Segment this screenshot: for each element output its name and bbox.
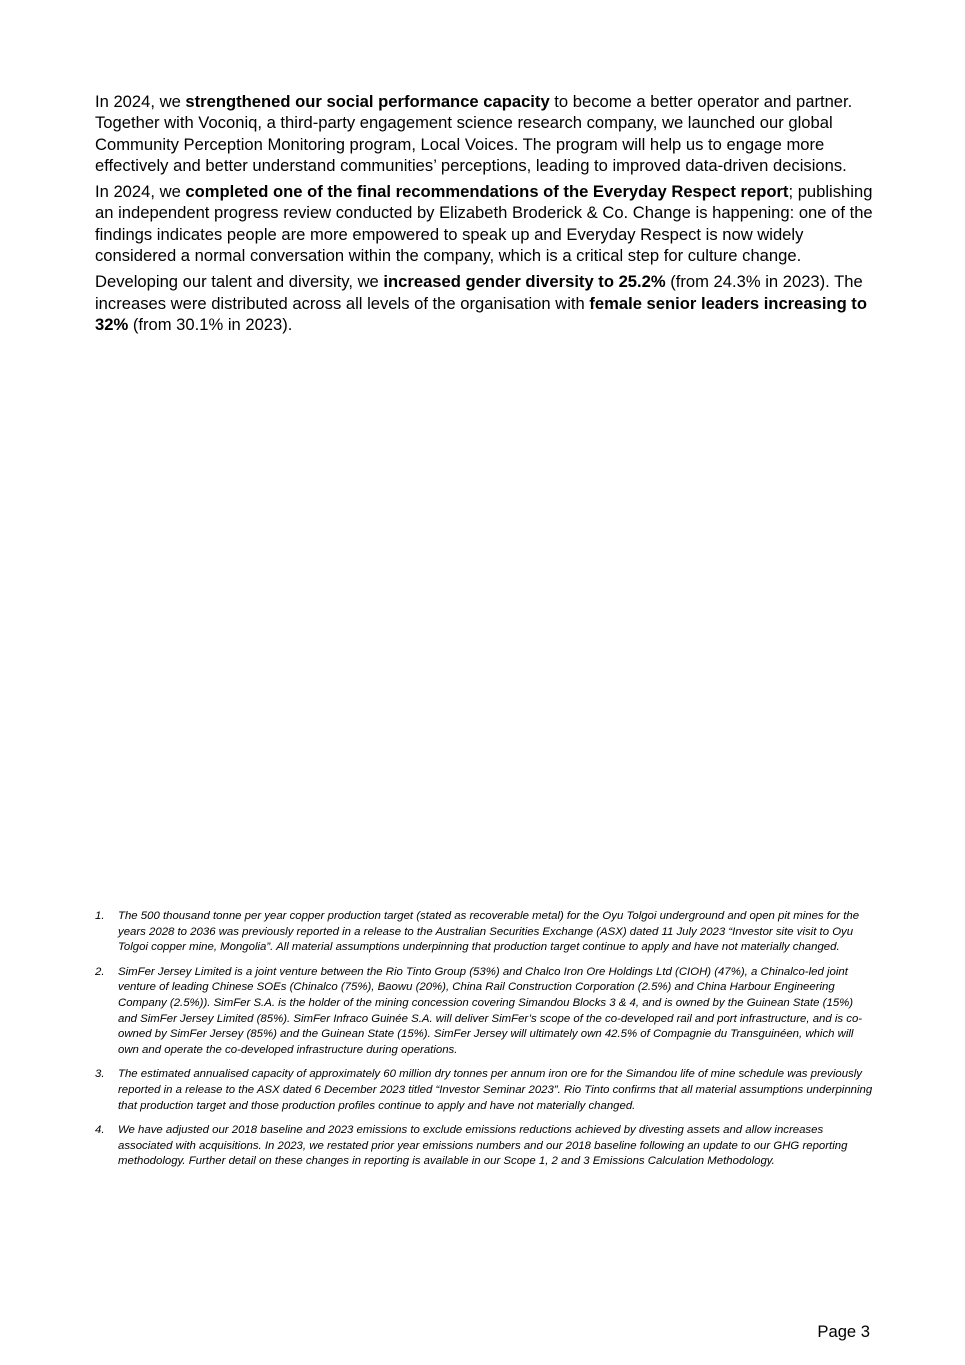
bold-phrase: female senior leaders increasing to 32% — [95, 293, 867, 334]
footnote-text: We have adjusted our 2018 baseline and 2023 emissions to exclude emissions reductions achieved by divesting assets and allow increases associated with acquisitions. In 2023, we restated prior year emissions numbers and our 2018 baseline following an update to our GHG reporting methodology. Further detail on these changes in reporting is available in our Scope 1, 2 and 3 Emissions Calculation Methodology. — [118, 1124, 848, 1168]
footnote-text: The 500 thousand tonne per year copper production target (stated as recoverable metal) for the Oyu Tolgoi underground and open pit mines for the years 2028 to 2036 was previously reported in a release to the Australian Securities Exchange (ASX) dated 11 July 2023 “Investor site visit to Oyu Tolgoi copper mine, Mongolia”. All material assumptions underpinning that production target continue to apply and have not materially changed. — [118, 910, 860, 954]
footnote-2 — [95, 965, 873, 1059]
footnote-3 — [95, 1067, 873, 1114]
paragraph-gender-diversity: Developing our talent and diversity, we increased gender diversity to 25.2% (from 24.3% in 2023). The increases were distributed across all levels of the organisation with female senior leaders increasing to 32% (from 30.1% in 2023). — [95, 272, 867, 334]
footnote-1 — [95, 909, 873, 956]
paragraph-social-performance: In 2024, we strengthened our social performance capacity to become a better operator and partner. Together with Voconiq, a third-party engagement science research company, we launched our global Community Perception Monitoring program, Local Voices. The program will help us to engage more effectively and better understand communities’ perceptions, leading to improved data-driven decisions. — [95, 92, 853, 175]
paragraph-everyday-respect: In 2024, we completed one of the final recommendations of the Everyday Respect report; publishing an independent progress review conducted by Elizabeth Broderick & Co. Change is happening: one of the findings indicates people are more empowered to speak up and Everyday Respect is now widely considered a normal conversation within the company, which is a critical step for culture change. — [95, 182, 873, 266]
footnote-number: 3. — [95, 1068, 105, 1081]
footnote-number: 1. — [95, 910, 105, 922]
bold-phrase: increased gender diversity to 25.2% — [383, 272, 666, 292]
bold-phrase: completed one of the final recommendations of the Everyday Respect report — [185, 182, 789, 202]
footnote-number: 2. — [95, 965, 105, 978]
footnote-4 — [95, 1123, 873, 1170]
bold-phrase: strengthened our social performance capacity — [185, 92, 550, 111]
footnote-text: The estimated annualised capacity of approximately 60 million dry tonnes per annum iron ore for the Simandou life of mine schedule was previously reported in a release to the ASX dated 6 December 2023 titled “Investor Seminar 2023”. Rio Tinto confirms that all material assumptions underpinning that production target and those production profiles continue to apply and have not materially changed. — [118, 1068, 873, 1112]
page-number: Page 3 — [817, 1322, 870, 1341]
footnote-text: SimFer Jersey Limited is a joint venture between the Rio Tinto Group (53%) and Chalco Iron Ore Holdings Ltd (CIOH) (47%), a Chinalco-led joint venture of leading Chinese SOEs (Chinalco (75%), Baowu (20%), China Rail Construction Corporation (2.5%) and China Harbour Engineering Company (2.5%)). SimFer S.A. is the holder of the mining concession covering Simandou Blocks 3 & 4, and is owned by the Guinean State (15%) and SimFer Jersey Limited (85%). SimFer Infraco Guinée S.A. will deliver SimFer’s scope of the co-developed rail and port infrastructure, and is co-owned by SimFer Jersey (85%) and the Guinean State (15%). SimFer Jersey will ultimately own 42.5% of Compagnie du Transguinéen, which will own and operate the co-developed infrastructure during operations. — [118, 965, 863, 1056]
footnote-number: 4. — [95, 1124, 105, 1137]
main-body — [95, 91, 875, 340]
footnotes — [95, 909, 873, 1179]
